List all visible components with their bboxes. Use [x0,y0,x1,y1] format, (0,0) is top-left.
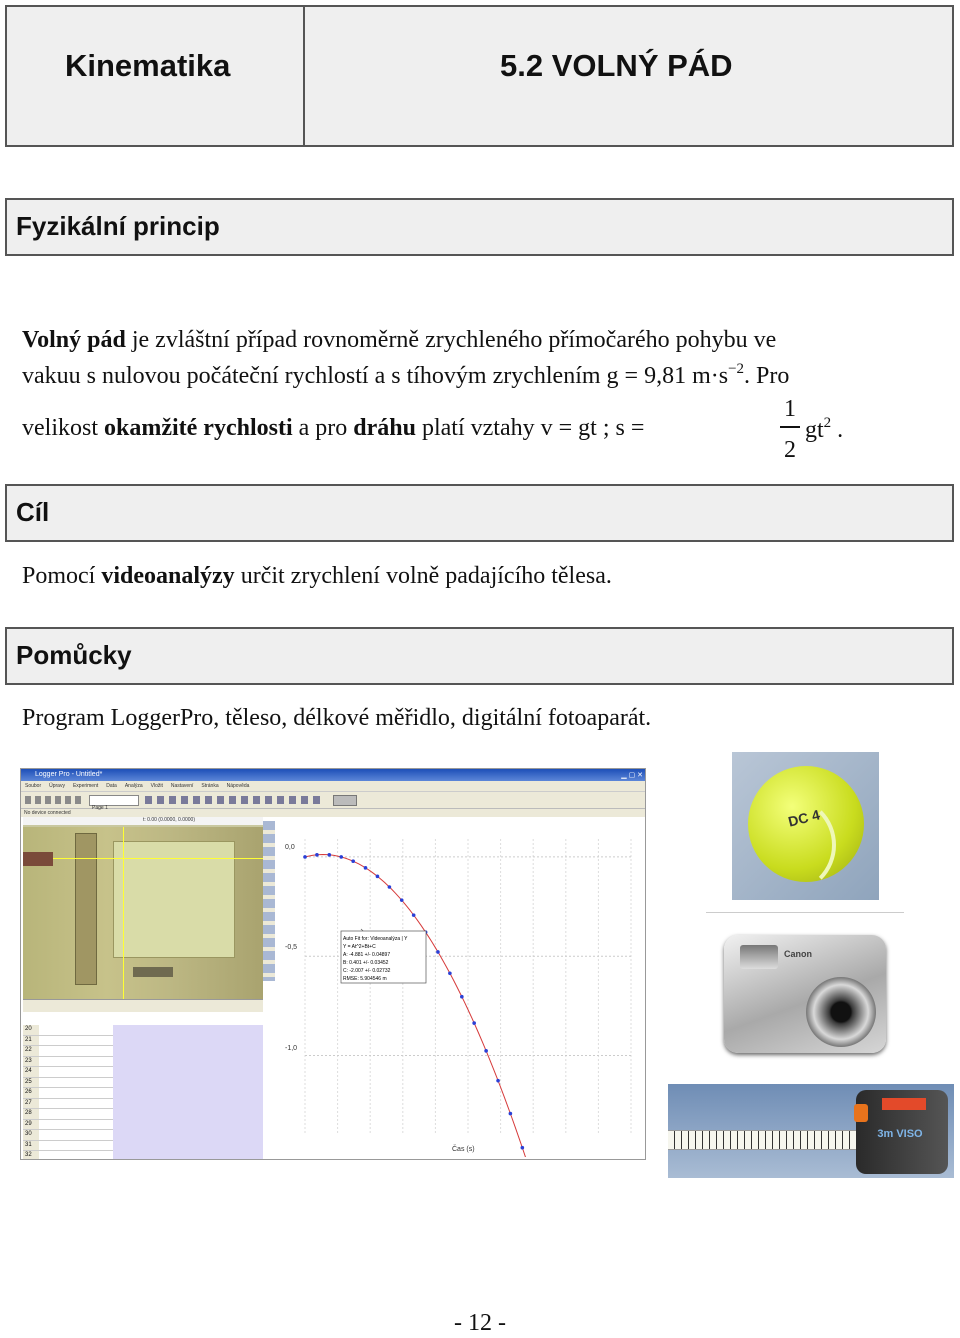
tape-brand: 3m VISO [877,1128,923,1140]
fit-title: Auto Fit for: Videoanalýza | Y [343,936,408,942]
camera-brand: Canon [784,949,812,959]
x-axis-label: Čas (s) [452,1146,475,1153]
tape-measure-photo [668,1084,954,1178]
data-point [388,885,392,889]
row-index: 22 [23,1046,39,1056]
table-row[interactable] [23,1036,113,1047]
row-index: 31 [23,1141,39,1151]
chapter-title: Kinematika [65,48,231,83]
camera-photo [706,912,904,1068]
table-row[interactable] [23,1141,113,1152]
collect-button[interactable] [333,795,357,806]
table-row[interactable] [23,1099,113,1110]
video-frame [23,827,263,999]
tape-case [856,1090,948,1174]
toolbar-icons-right [145,796,325,804]
menu-item-nastaveni[interactable]: Nastavení [170,783,194,789]
person-arm [23,852,53,866]
data-table [23,1025,114,1159]
fit-line-1: Y = At^2+Bt+C [343,944,376,950]
fit-line-3: B: 0.401 +/- 0.03452 [343,960,389,966]
header-divider [303,5,305,147]
tools-text: Program LoggerPro, těleso, délkové měřidlo, digitální fotoaparát. [22,705,652,731]
formula-tail: $gt^2$ . [805,415,844,443]
principle-line-3: velikost okamžité rychlosti a pro dráhu platí vztahy v = gt ; s = [22,415,645,441]
fraction-bar [780,426,800,428]
tools-heading: Pomůcky [16,640,132,670]
table-row[interactable] [23,1130,113,1141]
menu-item-stranka[interactable]: Stránka [201,783,219,789]
table-rows [23,1025,113,1160]
data-point [436,950,440,954]
term-free-fall: Volný pád [22,327,126,353]
tape-lock [854,1104,868,1122]
data-point [339,855,343,859]
data-point [303,855,307,859]
data-point [376,875,380,879]
tools-header-box [5,627,954,685]
row-index: 29 [23,1120,39,1130]
row-index: 28 [23,1109,39,1119]
video-tool-column [263,821,275,981]
floor-furniture [133,967,173,977]
data-point [448,971,452,975]
row-index: 27 [23,1099,39,1109]
table-row[interactable] [23,1088,113,1099]
table-row[interactable] [23,1120,113,1131]
row-index: 26 [23,1088,39,1098]
principle-heading: Fyzikální princip [16,211,220,241]
menu-item-analyza[interactable]: Analýza [124,783,143,789]
page-select[interactable]: Page 1 [89,795,139,806]
fraction-numerator: 1 [784,396,796,422]
toolbar-icons [25,796,85,804]
menu-item-soubor[interactable]: Soubor [25,783,42,789]
row-index: 32 [23,1151,39,1160]
menu-item-data[interactable]: Data [106,783,117,789]
data-point [460,995,464,999]
table-row[interactable] [23,1109,113,1120]
data-point [364,866,368,870]
ball-seam [738,796,836,894]
row-index: 21 [23,1036,39,1046]
camera-lens [806,977,876,1047]
section-title: 5.2 VOLNÝ PÁD [500,48,733,83]
principle-line-1: Volný pád je zvláštní případ rovnoměrně zrychleného přímočarého pohybu ve [22,327,777,353]
door [75,833,97,985]
data-point [412,913,416,917]
y-tick-0: 0,0 [285,844,295,851]
row-index: 24 [23,1067,39,1077]
data-point [400,898,404,902]
menu-bar [21,781,645,792]
fit-line-2: A: -4.881 +/- 0.04897 [343,952,391,958]
menu-item-napoveda[interactable]: Nápověda [226,783,250,789]
fraction-denominator: 2 [784,437,796,463]
toolbar [21,792,645,809]
graph [277,819,643,1157]
table-row[interactable] [23,1078,113,1089]
goal-heading: Cíl [16,497,50,527]
menu-item-experiment[interactable]: Experiment [72,783,99,789]
window-titlebar: Logger Pro - Untitled* ▁ ▢ ✕ [21,769,645,781]
table-row[interactable] [23,1046,113,1057]
table-row[interactable] [23,1025,113,1036]
video-panel [23,817,263,1012]
data-point [484,1049,488,1053]
page-number: - 12 - [454,1310,506,1336]
y-tick-1: -0,5 [285,944,298,951]
table-row[interactable] [23,1057,113,1068]
loggerpro-screenshot [20,768,646,1160]
data-point [521,1146,525,1150]
window-controls: ▁ ▢ ✕ [621,772,643,779]
side-panel [113,1025,263,1159]
tennis-ball-photo [732,752,879,900]
data-point [496,1079,500,1083]
y-tick-2: -1,0 [285,1045,298,1052]
row-index: 23 [23,1057,39,1067]
goal-header-box [5,484,954,542]
table-row[interactable] [23,1067,113,1078]
principle-line-2: vakuu s nulovou počáteční rychlostí a s tíhovým zrychlením g = 9,81 $m\cdot s^{-2}$. Pro [22,361,790,389]
video-readout: t: 0.00 (0.0000, 0.0000) [23,817,263,825]
camera-flash [740,945,778,969]
video-controls[interactable] [23,999,263,1012]
tape-window [882,1098,926,1110]
data-point [472,1021,476,1025]
row-index: 30 [23,1130,39,1140]
row-index: 20 [23,1025,39,1035]
fit-info-box [341,931,426,983]
data-point [509,1112,513,1116]
menu-item-vlozit[interactable]: Vložit [150,783,163,789]
tracking-line-vertical [123,827,124,999]
tape-strip [668,1130,888,1150]
data-point [327,853,331,857]
tracking-line-horizontal [23,858,263,859]
data-point [351,859,355,863]
table-row[interactable] [23,1151,113,1160]
fit-line-4: C: -2.007 +/- 0.02732 [343,968,391,974]
row-index: 25 [23,1078,39,1088]
fit-line-5: RMSE: 5.904546 m [343,976,387,982]
data-point [315,853,319,857]
ball-logo: DC 4 [786,806,822,830]
menu-item-upravy[interactable]: Úpravy [49,783,65,789]
tennis-ball [748,766,864,882]
goal-text: Pomocí videoanalýzy určit zrychlení volně padajícího tělesa. [22,563,612,589]
status-bar: No device connected [21,809,645,817]
